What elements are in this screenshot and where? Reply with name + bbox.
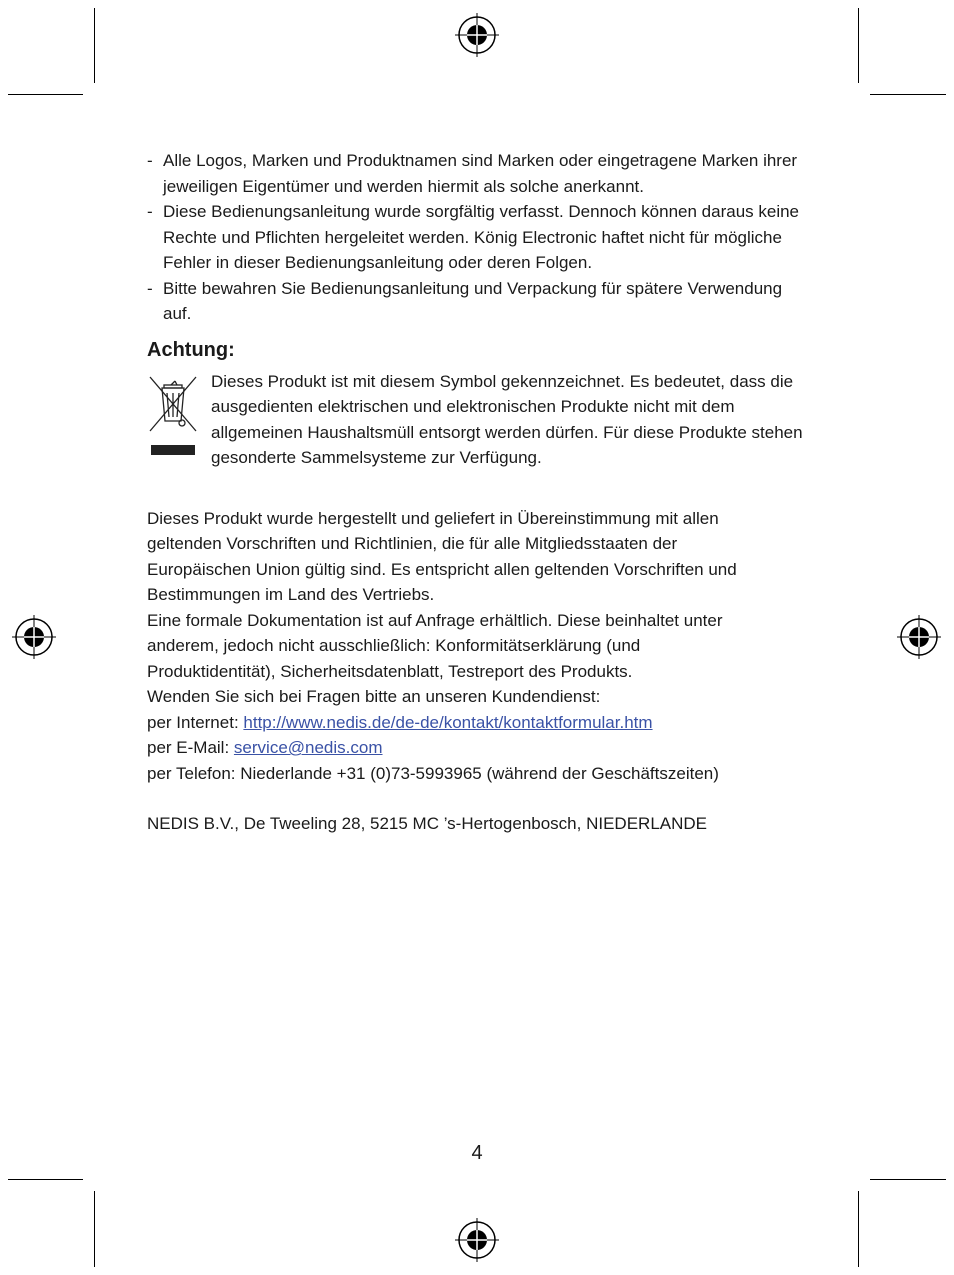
list-item <box>147 148 812 199</box>
crop-mark <box>8 1179 83 1180</box>
crop-mark <box>858 8 859 83</box>
compliance-line: Eine formale Dokumentation ist auf Anfrage erhältlich. Diese beinhaltet unter <box>147 610 723 630</box>
section-heading: Achtung: <box>147 338 235 361</box>
compliance-line: Wenden Sie sich bei Fragen bitte an unseren Kundendienst: <box>147 687 601 706</box>
contact-form-link[interactable]: http://www.nedis.de/de-de/kontakt/kontaktformular.htm <box>243 712 653 732</box>
company-address: NEDIS B.V., De Tweeling 28, 5215 MC ’s-Hertogenbosch, NIEDERLANDE <box>147 814 708 833</box>
crop-mark <box>8 94 83 95</box>
registration-mark-icon <box>455 13 499 57</box>
page-content <box>147 148 812 837</box>
compliance-line: anderem, jedoch nicht ausschließlich: Konformitätserklärung (und <box>147 636 641 655</box>
registration-mark-icon <box>12 615 56 659</box>
list-item-text: Alle Logos, Marken und Produktnamen sind Marken oder eingetragene Marken ihrer jeweiligen Eigentümer und werden hiermit als solche anerkannt. <box>163 151 798 196</box>
crop-mark <box>870 1179 946 1180</box>
internet-label: per Internet: <box>147 712 244 732</box>
compliance-section <box>147 506 812 787</box>
compliance-line: Europäischen Union gültig sind. Es entspricht allen geltenden Vorschriften und <box>147 559 737 579</box>
email-contact <box>147 735 812 761</box>
list-item-text: Bitte bewahren Sie Bedienungsanleitung und Verpackung für spätere Verwendung auf. <box>163 278 783 323</box>
registration-mark-icon <box>897 615 941 659</box>
compliance-line: Dieses Produkt wurde hergestellt und geliefert in Übereinstimmung mit allen <box>147 508 719 528</box>
crop-mark <box>94 1191 95 1267</box>
compliance-line: geltenden Vorschriften und Richtlinien, die für alle Mitgliedsstaaten der <box>147 534 678 553</box>
weee-text: Dieses Produkt ist mit diesem Symbol gekennzeichnet. Es bedeutet, dass die ausgedienten elektrischen und elektronischen Produkte nicht mit dem allgemeinen Haushaltsmüll entsorgt werden dürfen. Für diese Produkte stehen gesonderte Sammelsysteme zur Verfügung. <box>211 371 803 467</box>
bullet-marker: - <box>147 278 153 298</box>
page-number: 4 <box>471 1142 483 1164</box>
weee-notice <box>147 369 812 473</box>
list-item-text: Diese Bedienungsanleitung wurde sorgfältig verfasst. Dennoch können daraus keine Rechte und Pflichten hergeleitet werden. König Electronic haftet nicht für mögliche Fehler in dieser Bedienungsanleitung oder deren Folgen. <box>163 202 800 272</box>
service-email-link[interactable]: service@nedis.com <box>233 738 383 757</box>
weee-crossed-out-bin-icon <box>147 371 199 457</box>
compliance-line: Bestimmungen im Land des Vertriebs. <box>147 585 435 604</box>
list-item <box>147 276 812 327</box>
phone-contact: per Telefon: Niederlande +31 (0)73-5993965 (während der Geschäftszeiten) <box>147 763 719 783</box>
notice-list <box>147 148 812 327</box>
crop-mark <box>858 1191 859 1267</box>
crop-mark <box>870 94 946 95</box>
email-label: per E-Mail: <box>147 738 234 757</box>
crop-mark <box>94 8 95 83</box>
bullet-marker: - <box>147 151 153 170</box>
registration-mark-icon <box>455 1218 499 1262</box>
compliance-line: Produktidentität), Sicherheitsdatenblatt, Testreport des Produkts. <box>147 661 633 681</box>
list-item <box>147 199 812 276</box>
bullet-marker: - <box>147 202 153 221</box>
internet-contact <box>147 710 812 736</box>
